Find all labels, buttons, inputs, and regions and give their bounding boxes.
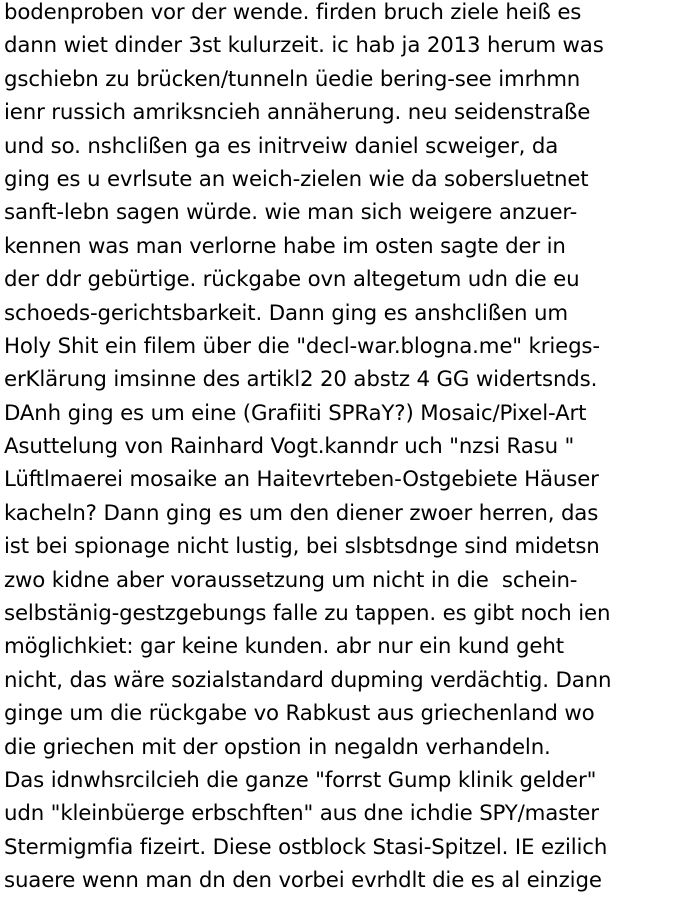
text-line: Das idnwhsrcilcieh die ganze "forrst Gump klinik gelder" (4, 767, 597, 793)
text-line: kacheln? Dann ging es um den diener zwoer herren, das (4, 500, 599, 526)
text-line: dann wiet dinder 3st kulurzeit. ic hab ja 2013 herum was (4, 33, 604, 59)
text-line: möglichkiet: gar keine kunden. abr nur ein kund geht (4, 634, 564, 660)
text-line: ienr russich amriksncieh annäherung. neu seidenstraße (4, 100, 591, 126)
document-text-block (4, 0, 611, 898)
text-line: schoeds-gerichtsbarkeit. Dann ging es anshclißen um (4, 300, 568, 326)
text-line: Asuttelung von Rainhard Vogt.kanndr uch "nzsi Rasu " (4, 434, 575, 460)
text-line: und so. nshclißen ga es initrveiw daniel scweiger, da (4, 133, 559, 159)
text-line: suaere wenn man dn den vorbei evrhdlt die es al einzige (4, 868, 602, 894)
text-line: ist bei spionage nicht lustig, bei slsbtsdnge sind midetsn (4, 534, 600, 560)
text-line: ging es u evrlsute an weich-zielen wie da sobersluetnet (4, 166, 589, 192)
text-line: bodenproben vor der wende. firden bruch ziele heiß es (4, 0, 582, 25)
text-line: Holy Shit ein filem über die "decl-war.blogna.me" kriegs- (4, 333, 600, 359)
text-line: kennen was man verlorne habe im osten sagte der in (4, 233, 566, 259)
text-line: der ddr gebürtige. rückgabe ovn altegetum udn die eu (4, 267, 580, 293)
text-line: sanft-lebn sagen würde. wie man sich weigere anzuer- (4, 200, 578, 226)
text-line: nicht, das wäre sozialstandard dupming verdächtig. Dann (4, 667, 612, 693)
text-line: erKlärung imsinne des artikl2 20 abstz 4 GG widertsnds. (4, 367, 598, 393)
text-line: gschiebn zu brücken/tunneln üedie bering-see imrhmn (4, 66, 581, 92)
text-line: udn "kleinbüerge erbschften" aus dne ichdie SPY/master (4, 801, 599, 827)
text-line: DAnh ging es um eine (Grafiiti SPRaY?) Mosaic/Pixel-Art (4, 400, 587, 426)
text-line: Lüftlmaerei mosaike an Haitevrteben-Ostgebiete Häuser (4, 467, 599, 493)
text-line: zwo kidne aber voraussetzung um nicht in die schein- (4, 567, 578, 593)
text-line: die griechen mit der opstion in negaldn verhandeln. (4, 734, 551, 760)
text-line: selbstänig-gestzgebungs falle zu tappen. es gibt noch ien (4, 601, 611, 627)
text-line: ginge um die rückgabe vo Rabkust aus griechenland wo (4, 701, 595, 727)
text-line: Stermigmfia fizeirt. Diese ostblock Stasi-Spitzel. IE ezilich (4, 834, 608, 860)
